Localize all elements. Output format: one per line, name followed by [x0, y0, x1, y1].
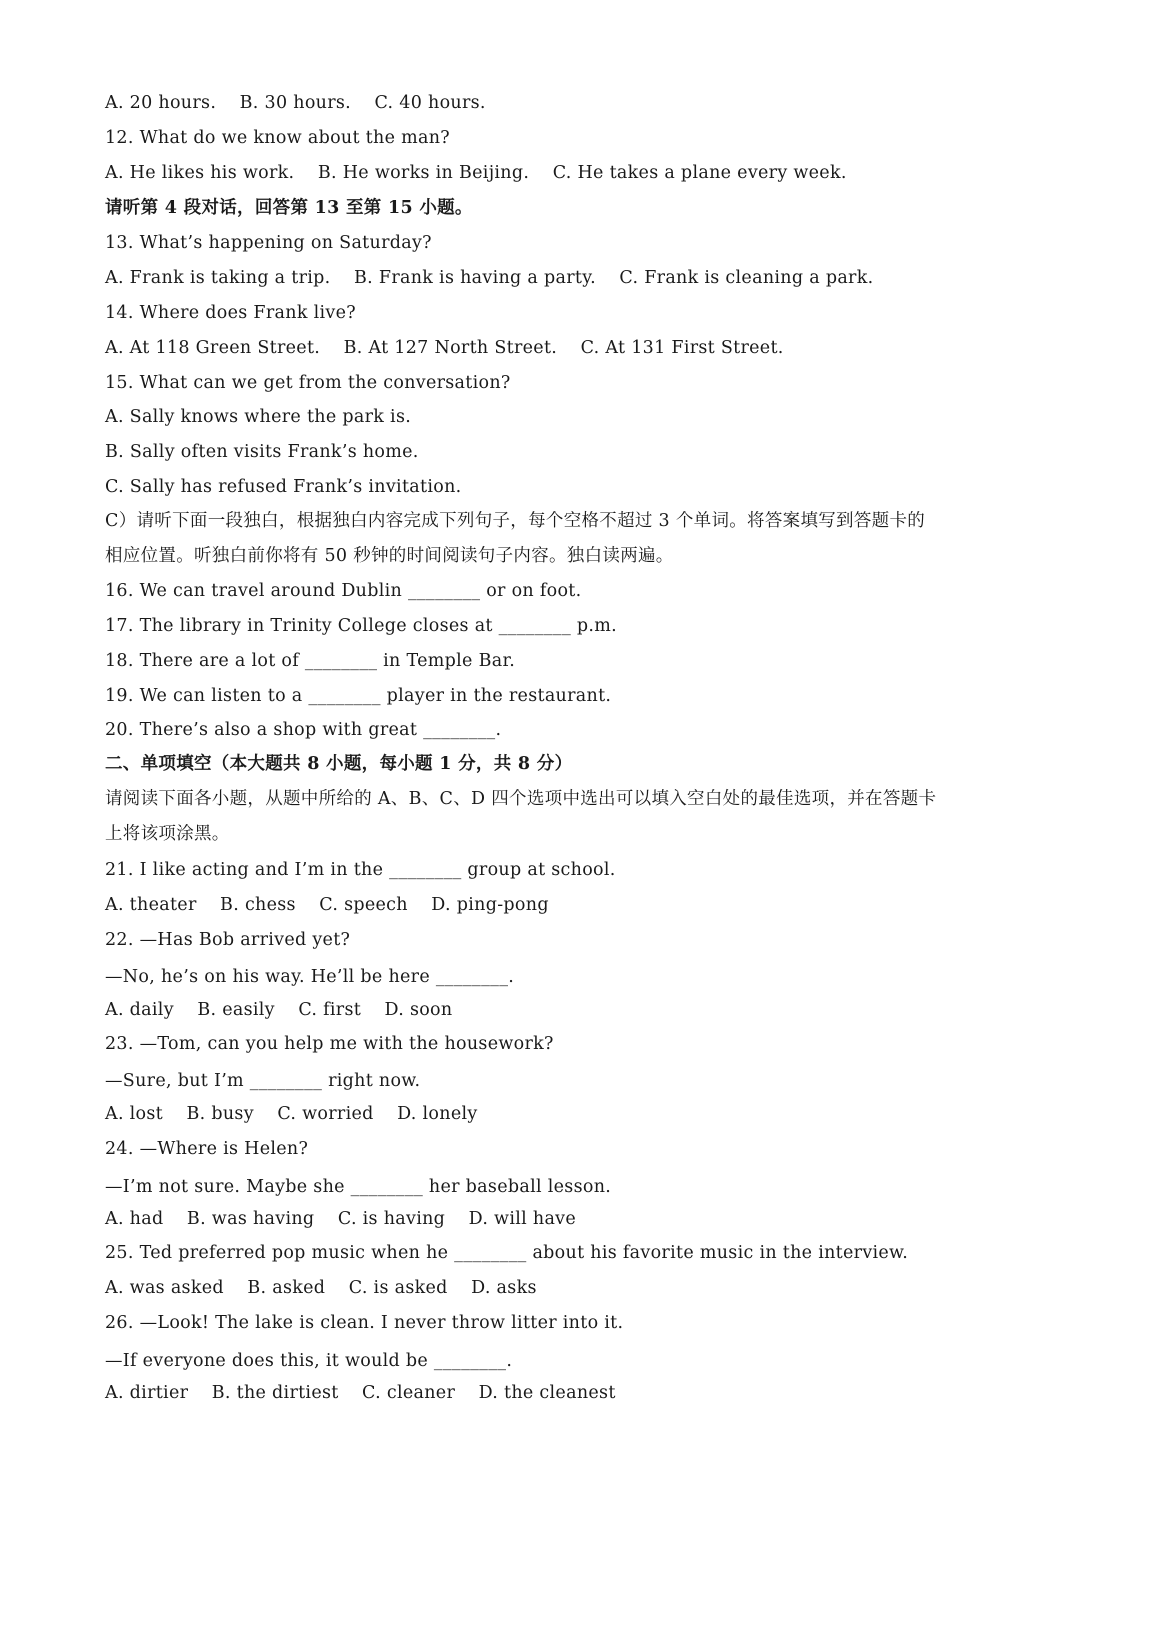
q25-options: A. was asked B. asked C. is asked D. asks: [105, 1278, 537, 1298]
q24-question: 24. —Where is Helen?: [105, 1139, 309, 1159]
q15-option-a: A. Sally knows where the park is.: [105, 407, 412, 427]
q12-question: 12. What do we know about the man?: [105, 128, 450, 148]
q25-question: 25. Ted preferred pop music when he ________ about his favorite music in the interview.: [105, 1243, 909, 1263]
section-2-instruction-line1: 请阅读下面各小题，从题中所给的 A、B、C、D 四个选项中选出可以填入空白处的最佳选项，并在答题卡: [105, 789, 937, 809]
q15-option-b: B. Sally often visits Frank’s home.: [105, 442, 419, 462]
q15-option-c: C. Sally has refused Frank’s invitation.: [105, 477, 462, 497]
q23-reply: —Sure, but I’m ________ right now.: [105, 1071, 421, 1091]
q17-sentence: 17. The library in Trinity College closes at ________ p.m.: [105, 616, 618, 636]
q12-options: A. He likes his work. B. He works in Beijing. C. He takes a plane every week.: [105, 163, 847, 183]
q21-options: A. theater B. chess C. speech D. ping-pong: [105, 895, 549, 915]
q14-options: A. At 118 Green Street. B. At 127 North Street. C. At 131 First Street.: [105, 338, 784, 358]
q21-question: 21. I like acting and I’m in the ________ group at school.: [105, 860, 616, 880]
q23-options: A. lost B. busy C. worried D. lonely: [105, 1104, 478, 1124]
q22-reply: —No, he’s on his way. He’ll be here ________.: [105, 967, 515, 987]
q19-sentence: 19. We can listen to a ________ player in the restaurant.: [105, 686, 612, 706]
q23-question: 23. —Tom, can you help me with the housework?: [105, 1034, 554, 1054]
q15-question: 15. What can we get from the conversation?: [105, 373, 511, 393]
q13-question: 13. What’s happening on Saturday?: [105, 233, 432, 253]
q20-sentence: 20. There’s also a shop with great ________.: [105, 720, 502, 740]
q16-sentence: 16. We can travel around Dublin ________ or on foot.: [105, 581, 582, 601]
q24-options: A. had B. was having C. is having D. will have: [105, 1209, 577, 1229]
q11-options: A. 20 hours. B. 30 hours. C. 40 hours.: [105, 93, 486, 113]
q26-options: A. dirtier B. the dirtiest C. cleaner D. the cleanest: [105, 1383, 616, 1403]
q13-options: A. Frank is taking a trip. B. Frank is having a party. C. Frank is cleaning a park.: [105, 268, 874, 288]
section-c-instruction-line1: C）请听下面一段独白，根据独白内容完成下列句子，每个空格不超过 3 个单词。将答案填写到答题卡的: [105, 511, 926, 531]
q24-reply: —I’m not sure. Maybe she ________ her baseball lesson.: [105, 1177, 612, 1197]
q18-sentence: 18. There are a lot of ________ in Temple Bar.: [105, 651, 516, 671]
q22-question: 22. —Has Bob arrived yet?: [105, 930, 351, 950]
q22-options: A. daily B. easily C. first D. soon: [105, 1000, 453, 1020]
q14-question: 14. Where does Frank live?: [105, 303, 356, 323]
q26-question: 26. —Look! The lake is clean. I never throw litter into it.: [105, 1313, 624, 1333]
section-2-instruction-line2: 上将该项涂黑。: [105, 824, 230, 844]
section-heading-dialogue-4: 请听第 4 段对话，回答第 13 至第 15 小题。: [105, 198, 473, 218]
section-heading-single-choice: 二、单项填空（本大题共 8 小题，每小题 1 分，共 8 分）: [105, 754, 573, 774]
q26-reply: —If everyone does this, it would be ________.: [105, 1351, 513, 1371]
section-c-instruction-line2: 相应位置。听独白前你将有 50 秒钟的时间阅读句子内容。独白读两遍。: [105, 546, 674, 566]
